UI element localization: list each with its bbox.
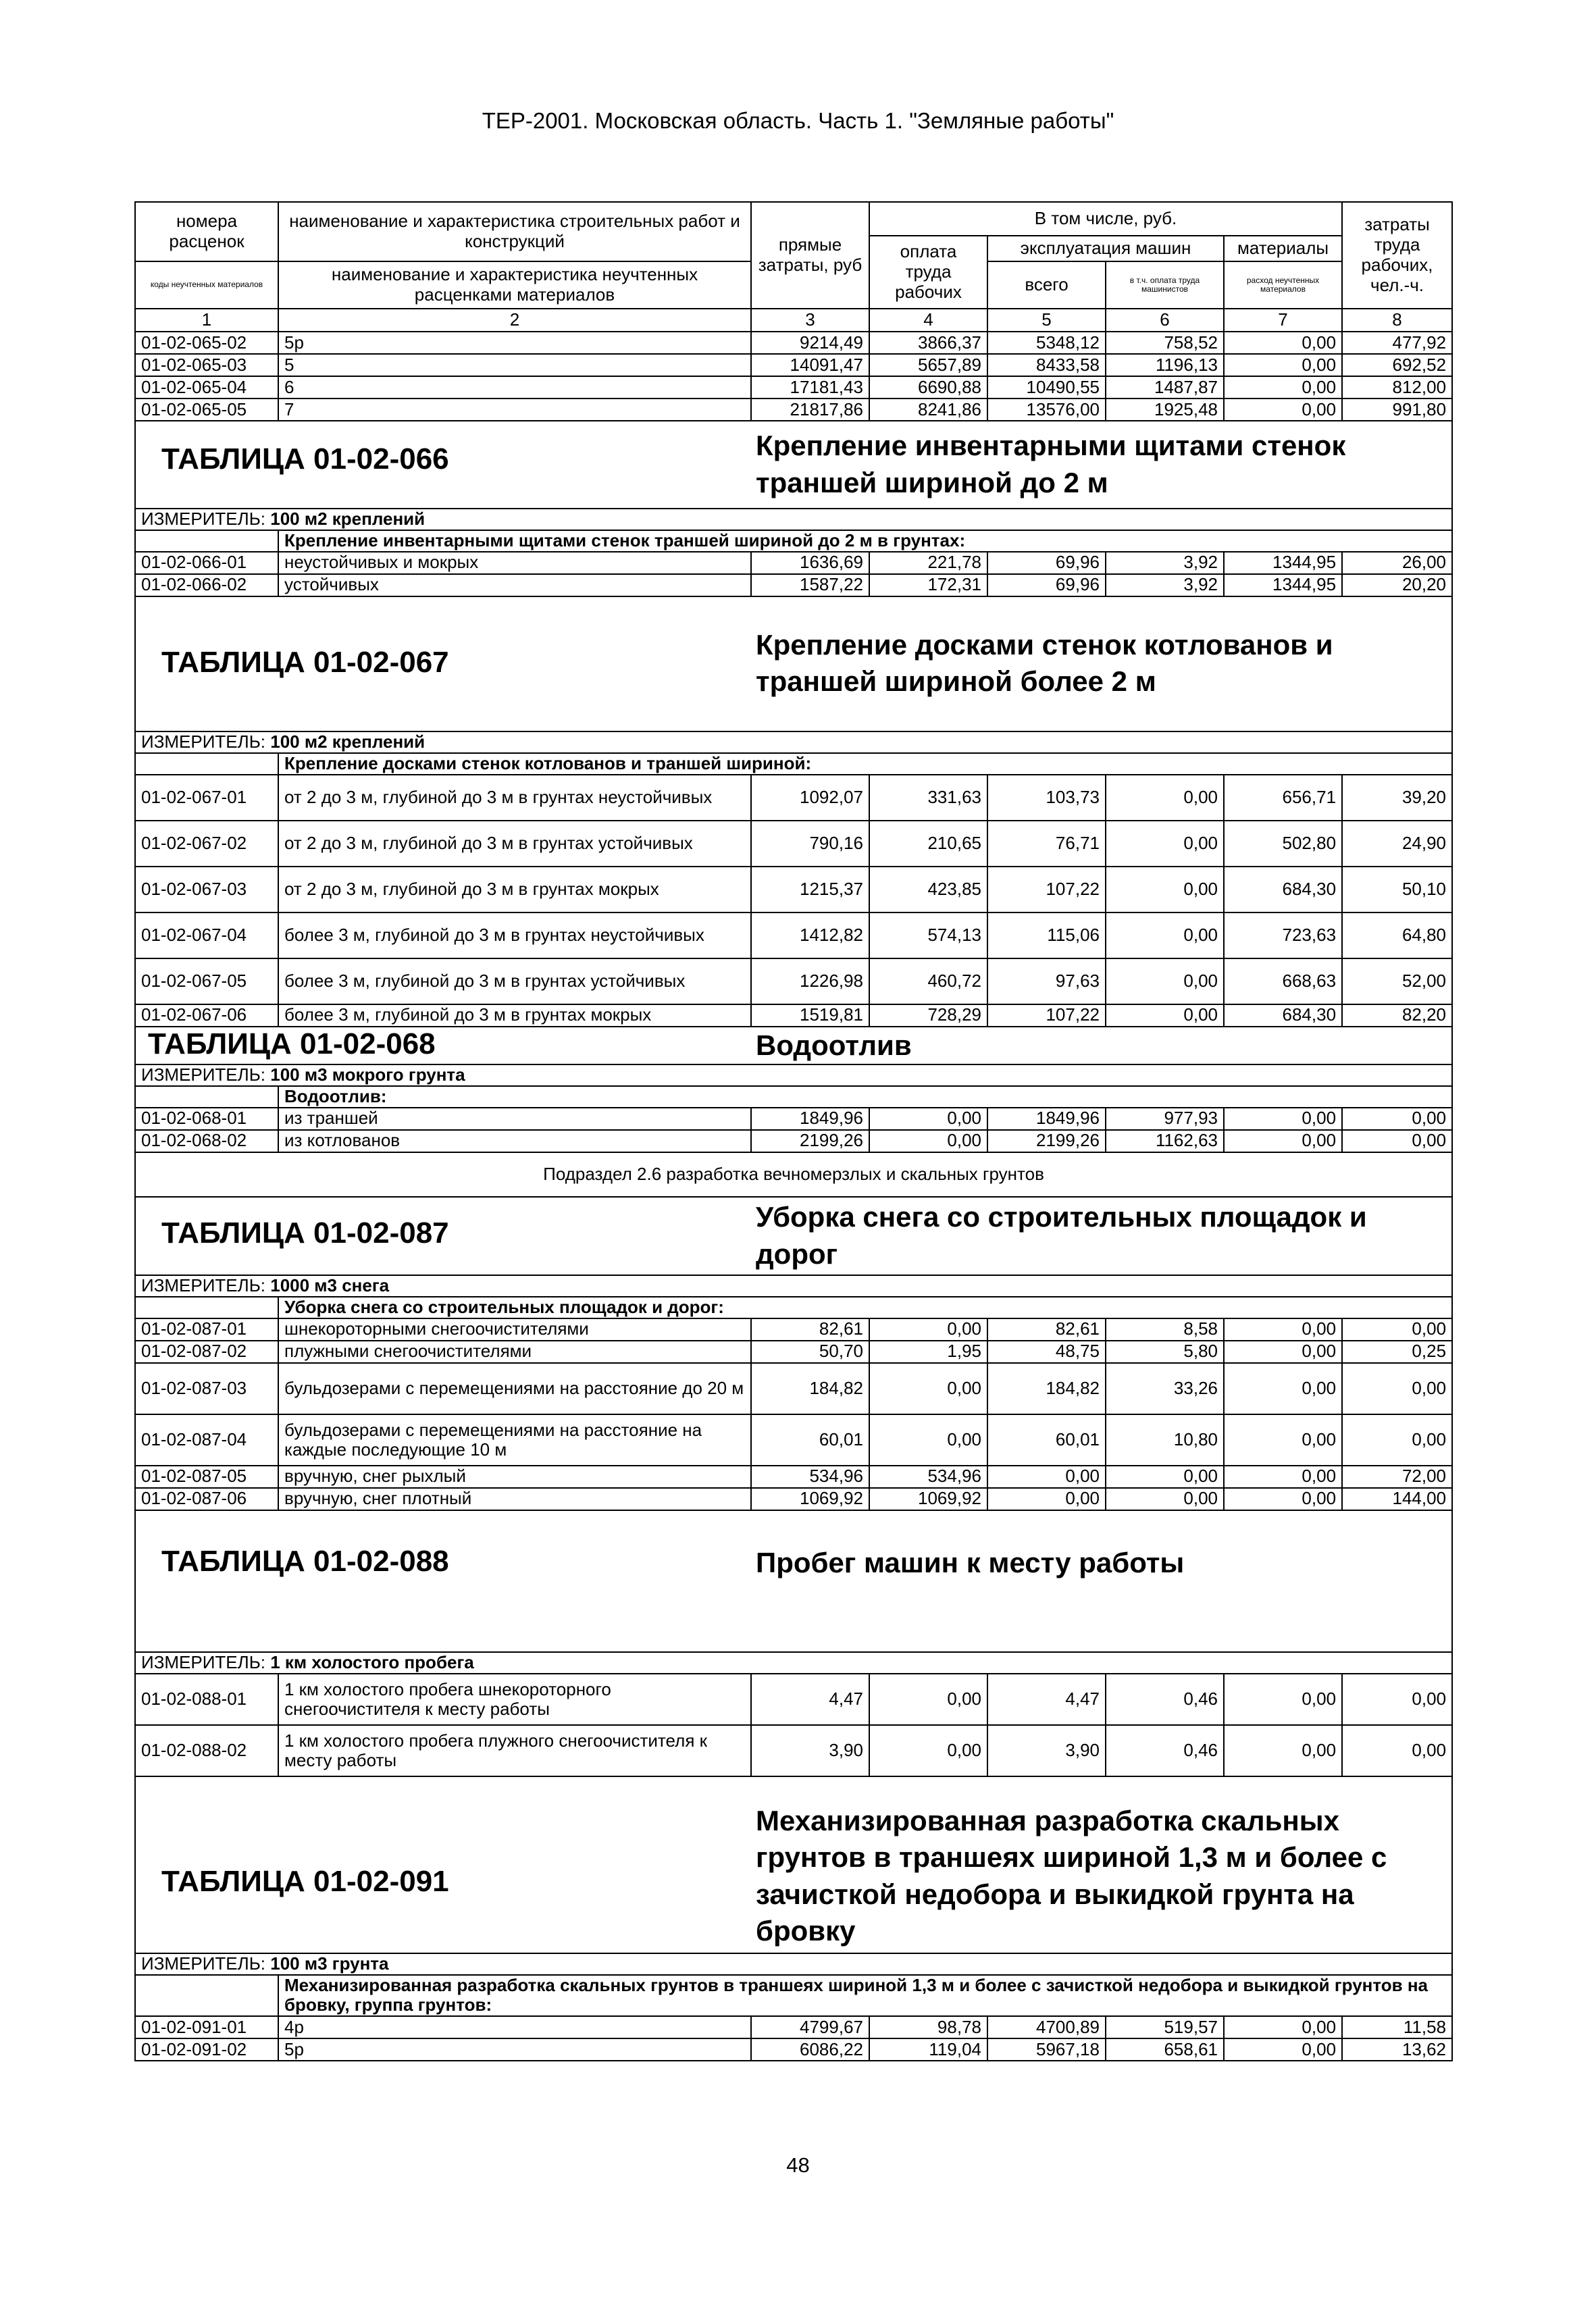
table-068-heading <box>135 1027 1452 1065</box>
table-row <box>135 775 1452 821</box>
rate-code: 01-02-067-05 <box>135 958 278 1004</box>
labor-hours: 0,00 <box>1342 1130 1452 1152</box>
labor-hours: 692,52 <box>1342 354 1452 376</box>
rate-code: 01-02-067-03 <box>135 867 278 912</box>
machines-cost: 184,82 <box>987 1363 1106 1414</box>
materials-cost: 668,63 <box>1224 958 1342 1004</box>
materials-cost: 0,00 <box>1224 1130 1342 1152</box>
machines-cost: 13576,00 <box>987 398 1106 421</box>
table-row <box>135 552 1452 574</box>
wage-cost: 119,04 <box>869 2038 987 2061</box>
table-row <box>135 1130 1452 1152</box>
machines-cost: 69,96 <box>987 574 1106 596</box>
table-row <box>135 1414 1452 1466</box>
rate-code: 01-02-066-01 <box>135 552 278 574</box>
rate-code: 01-02-087-06 <box>135 1488 278 1510</box>
table-row <box>135 1004 1452 1027</box>
direct-cost: 9214,49 <box>751 332 869 354</box>
machines-cost: 3,90 <box>987 1725 1106 1776</box>
machines-cost: 4,47 <box>987 1674 1106 1725</box>
machinist-wage: 0,00 <box>1106 912 1224 958</box>
wage-cost: 534,96 <box>869 1466 987 1488</box>
direct-cost: 534,96 <box>751 1466 869 1488</box>
table-087-heading <box>135 1197 1452 1275</box>
direct-cost: 1226,98 <box>751 958 869 1004</box>
rate-code: 01-02-065-03 <box>135 354 278 376</box>
rate-code: 01-02-087-01 <box>135 1318 278 1341</box>
machines-cost: 5348,12 <box>987 332 1106 354</box>
labor-hours: 812,00 <box>1342 376 1452 398</box>
table-088-measure: ИЗМЕРИТЕЛЬ: 1 км холостого пробега <box>135 1652 1452 1674</box>
rate-name: более 3 м, глубиной до 3 м в грунтах устойчивых <box>278 958 751 1004</box>
wage-cost: 0,00 <box>869 1108 987 1130</box>
header-machines: эксплуатация машин <box>987 236 1224 261</box>
wage-cost: 0,00 <box>869 1674 987 1725</box>
table-068-group: Водоотлив: <box>278 1086 1452 1108</box>
materials-cost: 0,00 <box>1224 376 1342 398</box>
page-header: ТЕР-2001. Московская область. Часть 1. "Земляные работы" <box>482 108 1114 133</box>
materials-cost: 1344,95 <box>1224 552 1342 574</box>
table-row <box>135 1466 1452 1488</box>
machinist-wage: 0,00 <box>1106 867 1224 912</box>
rate-code: 01-02-091-02 <box>135 2038 278 2061</box>
table-row <box>135 821 1452 867</box>
machinist-wage: 0,00 <box>1106 821 1224 867</box>
table-088-title: Пробег машин к месту работы <box>756 1546 1185 1578</box>
wage-cost: 0,00 <box>869 1318 987 1341</box>
labor-hours: 24,90 <box>1342 821 1452 867</box>
labor-hours: 82,20 <box>1342 1004 1452 1027</box>
materials-cost: 0,00 <box>1224 1674 1342 1725</box>
machines-cost: 60,01 <box>987 1414 1106 1466</box>
machinist-wage: 0,00 <box>1106 775 1224 821</box>
rate-code: 01-02-087-04 <box>135 1414 278 1466</box>
table-067-measure: ИЗМЕРИТЕЛЬ: 100 м2 креплений <box>135 731 1452 753</box>
rate-name: бульдозерами с перемещениями на расстояние до 20 м <box>278 1363 751 1414</box>
rate-name: 5р <box>278 2038 751 2061</box>
direct-cost: 14091,47 <box>751 354 869 376</box>
direct-cost: 3,90 <box>751 1725 869 1776</box>
machinist-wage: 0,00 <box>1106 1004 1224 1027</box>
materials-cost: 684,30 <box>1224 1004 1342 1027</box>
table-row <box>135 912 1452 958</box>
materials-cost: 0,00 <box>1224 1318 1342 1341</box>
labor-hours: 50,10 <box>1342 867 1452 912</box>
labor-hours: 52,00 <box>1342 958 1452 1004</box>
labor-hours: 0,00 <box>1342 1674 1452 1725</box>
table-068-title: Водоотлив <box>756 1029 912 1061</box>
machines-cost: 0,00 <box>987 1466 1106 1488</box>
materials-cost: 0,00 <box>1224 1488 1342 1510</box>
column-number: 4 <box>869 309 987 332</box>
header-materials-use: расход неучтенных материалов <box>1224 261 1342 309</box>
wage-cost: 172,31 <box>869 574 987 596</box>
header-code-top: номера расценок <box>135 202 278 261</box>
machinist-wage: 10,80 <box>1106 1414 1224 1466</box>
machinist-wage: 0,46 <box>1106 1725 1224 1776</box>
wage-cost: 574,13 <box>869 912 987 958</box>
direct-cost: 17181,43 <box>751 376 869 398</box>
labor-hours: 26,00 <box>1342 552 1452 574</box>
column-number: 3 <box>751 309 869 332</box>
wage-cost: 1,95 <box>869 1341 987 1363</box>
rate-code: 01-02-088-02 <box>135 1725 278 1776</box>
table-row <box>135 867 1452 912</box>
rate-code: 01-02-087-02 <box>135 1341 278 1363</box>
rate-code: 01-02-066-02 <box>135 574 278 596</box>
machinist-wage: 519,57 <box>1106 2016 1224 2038</box>
rate-code: 01-02-067-04 <box>135 912 278 958</box>
table-091-group: Механизированная разработка скальных грунтов в траншеях шириной 1,3 м и более с зачисткой недобора и выкидкой грунтов на бровку, группа грунтов: <box>278 1975 1452 2017</box>
table-088-label: ТАБЛИЦА 01-02-088 <box>161 1544 449 1578</box>
labor-hours: 0,00 <box>1342 1414 1452 1466</box>
direct-cost: 1069,92 <box>751 1488 869 1510</box>
labor-hours: 0,00 <box>1342 1363 1452 1414</box>
table-row <box>135 1108 1452 1130</box>
rate-name: неустойчивых и мокрых <box>278 552 751 574</box>
labor-hours: 0,00 <box>1342 1108 1452 1130</box>
column-number: 6 <box>1106 309 1224 332</box>
machines-cost: 48,75 <box>987 1341 1106 1363</box>
table-row <box>135 1725 1452 1776</box>
table-088-heading <box>135 1510 1452 1652</box>
wage-cost: 8241,86 <box>869 398 987 421</box>
machinist-wage: 0,00 <box>1106 1466 1224 1488</box>
wage-cost: 221,78 <box>869 552 987 574</box>
direct-cost: 50,70 <box>751 1341 869 1363</box>
rate-code: 01-02-087-05 <box>135 1466 278 1488</box>
table-087-label: ТАБЛИЦА 01-02-087 <box>161 1216 449 1250</box>
materials-cost: 1344,95 <box>1224 574 1342 596</box>
machinist-wage: 1162,63 <box>1106 1130 1224 1152</box>
table-067-label: ТАБЛИЦА 01-02-067 <box>161 645 449 679</box>
machinist-wage: 0,46 <box>1106 1674 1224 1725</box>
direct-cost: 1587,22 <box>751 574 869 596</box>
machines-cost: 103,73 <box>987 775 1106 821</box>
direct-cost: 1092,07 <box>751 775 869 821</box>
materials-cost: 0,00 <box>1224 1725 1342 1776</box>
table-066-group: Крепление инвентарными щитами стенок траншей шириной до 2 м в грунтах: <box>278 530 1452 552</box>
materials-cost: 0,00 <box>1224 1363 1342 1414</box>
table-087-group: Уборка снега со строительных площадок и дорог: <box>278 1297 1452 1318</box>
table-091-measure: ИЗМЕРИТЕЛЬ: 100 м3 грунта <box>135 1953 1452 1975</box>
labor-hours: 72,00 <box>1342 1466 1452 1488</box>
machinist-wage: 8,58 <box>1106 1318 1224 1341</box>
header-wage: оплата труда рабочих <box>869 236 987 309</box>
wage-cost: 0,00 <box>869 1414 987 1466</box>
table-row <box>135 1488 1452 1510</box>
table-row <box>135 1674 1452 1725</box>
labor-hours: 991,80 <box>1342 398 1452 421</box>
column-number: 7 <box>1224 309 1342 332</box>
column-number: 5 <box>987 309 1106 332</box>
machines-cost: 2199,26 <box>987 1130 1106 1152</box>
rates-table <box>134 201 1453 2061</box>
direct-cost: 60,01 <box>751 1414 869 1466</box>
machinist-wage: 1196,13 <box>1106 354 1224 376</box>
column-number: 8 <box>1342 309 1452 332</box>
machines-cost: 69,96 <box>987 552 1106 574</box>
rate-code: 01-02-067-02 <box>135 821 278 867</box>
rate-name: от 2 до 3 м, глубиной до 3 м в грунтах неустойчивых <box>278 775 751 821</box>
table-068-label: ТАБЛИЦА 01-02-068 <box>148 1027 436 1060</box>
direct-cost: 1849,96 <box>751 1108 869 1130</box>
table-091-label: ТАБЛИЦА 01-02-091 <box>161 1864 449 1898</box>
labor-hours: 0,00 <box>1342 1318 1452 1341</box>
wage-cost: 728,29 <box>869 1004 987 1027</box>
direct-cost: 4,47 <box>751 1674 869 1725</box>
table-087-title: Уборка снега со строительных площадок и дорог <box>756 1201 1367 1270</box>
header-direct: прямые затраты, руб <box>751 202 869 309</box>
rate-name: из траншей <box>278 1108 751 1130</box>
rate-name: 1 км холостого пробега плужного снегоочистителя к месту работы <box>278 1725 751 1776</box>
column-number: 1 <box>135 309 278 332</box>
rate-name: вручную, снег рыхлый <box>278 1466 751 1488</box>
materials-cost: 684,30 <box>1224 867 1342 912</box>
table-091-title: Механизированная разработка скальных грунтов в траншеях шириной 1,3 м и более с зачисткой недобора и выкидкой грунта на бровку <box>756 1804 1387 1947</box>
machines-cost: 76,71 <box>987 821 1106 867</box>
materials-cost: 0,00 <box>1224 1466 1342 1488</box>
labor-hours: 0,00 <box>1342 1725 1452 1776</box>
machines-cost: 97,63 <box>987 958 1106 1004</box>
materials-cost: 0,00 <box>1224 332 1342 354</box>
machines-cost: 107,22 <box>987 1004 1106 1027</box>
rate-name: бульдозерами с перемещениями на расстояние на каждые последующие 10 м <box>278 1414 751 1466</box>
table-066-heading <box>135 421 1452 509</box>
direct-cost: 2199,26 <box>751 1130 869 1152</box>
materials-cost: 656,71 <box>1224 775 1342 821</box>
header-materials: материалы <box>1224 236 1342 261</box>
table-row <box>135 1341 1452 1363</box>
rate-name: устойчивых <box>278 574 751 596</box>
direct-cost: 4799,67 <box>751 2016 869 2038</box>
table-row <box>135 958 1452 1004</box>
wage-cost: 1069,92 <box>869 1488 987 1510</box>
table-row <box>135 2016 1452 2038</box>
rate-code: 01-02-065-02 <box>135 332 278 354</box>
direct-cost: 1412,82 <box>751 912 869 958</box>
wage-cost: 210,65 <box>869 821 987 867</box>
subsection-title: Подраздел 2.6 разработка вечномерзлых и скальных грунтов <box>135 1152 1452 1197</box>
rate-code: 01-02-068-02 <box>135 1130 278 1152</box>
machinist-wage: 758,52 <box>1106 332 1224 354</box>
column-numbers-row <box>135 309 1452 332</box>
table-row <box>135 1363 1452 1414</box>
header-machines-total: всего <box>987 261 1106 309</box>
rate-name: из котлованов <box>278 1130 751 1152</box>
table-067-heading <box>135 596 1452 731</box>
labor-hours: 64,80 <box>1342 912 1452 958</box>
labor-hours: 13,62 <box>1342 2038 1452 2061</box>
machinist-wage: 33,26 <box>1106 1363 1224 1414</box>
wage-cost: 6690,88 <box>869 376 987 398</box>
machines-cost: 5967,18 <box>987 2038 1106 2061</box>
wage-cost: 3866,37 <box>869 332 987 354</box>
header-code-bottom: коды неучтенных материалов <box>135 261 278 309</box>
table-row <box>135 574 1452 596</box>
machines-cost: 82,61 <box>987 1318 1106 1341</box>
machinist-wage: 3,92 <box>1106 574 1224 596</box>
rate-code: 01-02-065-05 <box>135 398 278 421</box>
materials-cost: 0,00 <box>1224 2016 1342 2038</box>
labor-hours: 11,58 <box>1342 2016 1452 2038</box>
machinist-wage: 0,00 <box>1106 958 1224 1004</box>
materials-cost: 0,00 <box>1224 398 1342 421</box>
materials-cost: 0,00 <box>1224 354 1342 376</box>
rates-table-area <box>134 201 1451 2061</box>
wage-cost: 0,00 <box>869 1725 987 1776</box>
rate-code: 01-02-065-04 <box>135 376 278 398</box>
table-066-measure: ИЗМЕРИТЕЛЬ: 100 м2 креплений <box>135 509 1452 530</box>
materials-cost: 0,00 <box>1224 1108 1342 1130</box>
rate-name: 5р <box>278 332 751 354</box>
rate-name: 5 <box>278 354 751 376</box>
rate-name: более 3 м, глубиной до 3 м в грунтах неустойчивых <box>278 912 751 958</box>
table-row <box>135 354 1452 376</box>
rate-code: 01-02-091-01 <box>135 2016 278 2038</box>
machinist-wage: 0,00 <box>1106 1488 1224 1510</box>
rate-name: от 2 до 3 м, глубиной до 3 м в грунтах устойчивых <box>278 821 751 867</box>
header-labor: затраты труда рабочих, чел.-ч. <box>1342 202 1452 309</box>
wage-cost: 460,72 <box>869 958 987 1004</box>
table-row <box>135 376 1452 398</box>
wage-cost: 5657,89 <box>869 354 987 376</box>
page-number: 48 <box>786 2153 810 2177</box>
machinist-wage: 5,80 <box>1106 1341 1224 1363</box>
materials-cost: 0,00 <box>1224 1341 1342 1363</box>
rate-code: 01-02-067-01 <box>135 775 278 821</box>
wage-cost: 98,78 <box>869 2016 987 2038</box>
wage-cost: 0,00 <box>869 1363 987 1414</box>
machinist-wage: 1925,48 <box>1106 398 1224 421</box>
materials-cost: 0,00 <box>1224 2038 1342 2061</box>
wage-cost: 0,00 <box>869 1130 987 1152</box>
materials-cost: 723,63 <box>1224 912 1342 958</box>
direct-cost: 1215,37 <box>751 867 869 912</box>
rate-name: 6 <box>278 376 751 398</box>
table-row <box>135 332 1452 354</box>
header-name-top: наименование и характеристика строительных работ и конструкций <box>278 202 751 261</box>
machinist-wage: 977,93 <box>1106 1108 1224 1130</box>
direct-cost: 1636,69 <box>751 552 869 574</box>
direct-cost: 82,61 <box>751 1318 869 1341</box>
rate-name: вручную, снег плотный <box>278 1488 751 1510</box>
machinist-wage: 658,61 <box>1106 2038 1224 2061</box>
table-row <box>135 2038 1452 2061</box>
machinist-wage: 1487,87 <box>1106 376 1224 398</box>
header-incl: В том числе, руб. <box>869 202 1342 236</box>
table-067-title: Крепление досками стенок котлованов и траншей шириной более 2 м <box>756 628 1333 698</box>
column-number: 2 <box>278 309 751 332</box>
machines-cost: 1849,96 <box>987 1108 1106 1130</box>
labor-hours: 0,25 <box>1342 1341 1452 1363</box>
direct-cost: 21817,86 <box>751 398 869 421</box>
machines-cost: 107,22 <box>987 867 1106 912</box>
labor-hours: 144,00 <box>1342 1488 1452 1510</box>
table-087-measure: ИЗМЕРИТЕЛЬ: 1000 м3 снега <box>135 1275 1452 1297</box>
table-067-group: Крепление досками стенок котлованов и траншей шириной: <box>278 753 1452 775</box>
rate-name: от 2 до 3 м, глубиной до 3 м в грунтах мокрых <box>278 867 751 912</box>
rate-code: 01-02-068-01 <box>135 1108 278 1130</box>
table-068-measure: ИЗМЕРИТЕЛЬ: 100 м3 мокрого грунта <box>135 1064 1452 1086</box>
table-066-title: Крепление инвентарными щитами стенок траншей шириной до 2 м <box>756 430 1346 498</box>
rate-code: 01-02-087-03 <box>135 1363 278 1414</box>
wage-cost: 331,63 <box>869 775 987 821</box>
machines-cost: 115,06 <box>987 912 1106 958</box>
direct-cost: 790,16 <box>751 821 869 867</box>
rate-name: 7 <box>278 398 751 421</box>
rate-name: шнекороторными снегоочистителями <box>278 1318 751 1341</box>
machines-cost: 8433,58 <box>987 354 1106 376</box>
machines-cost: 4700,89 <box>987 2016 1106 2038</box>
table-066-label: ТАБЛИЦА 01-02-066 <box>161 442 449 476</box>
labor-hours: 39,20 <box>1342 775 1452 821</box>
materials-cost: 502,80 <box>1224 821 1342 867</box>
rate-name: более 3 м, глубиной до 3 м в грунтах мокрых <box>278 1004 751 1027</box>
rate-code: 01-02-088-01 <box>135 1674 278 1725</box>
table-row <box>135 1318 1452 1341</box>
table-091-heading <box>135 1776 1452 1953</box>
wage-cost: 423,85 <box>869 867 987 912</box>
labor-hours: 477,92 <box>1342 332 1452 354</box>
direct-cost: 6086,22 <box>751 2038 869 2061</box>
machinist-wage: 3,92 <box>1106 552 1224 574</box>
direct-cost: 184,82 <box>751 1363 869 1414</box>
machines-cost: 0,00 <box>987 1488 1106 1510</box>
rate-name: 4р <box>278 2016 751 2038</box>
direct-cost: 1519,81 <box>751 1004 869 1027</box>
labor-hours: 20,20 <box>1342 574 1452 596</box>
rate-code: 01-02-067-06 <box>135 1004 278 1027</box>
header-machines-wage: в т.ч. оплата труда машинистов <box>1106 261 1224 309</box>
materials-cost: 0,00 <box>1224 1414 1342 1466</box>
header-name-bottom: наименование и характеристика неучтенных расценками материалов <box>278 261 751 309</box>
rate-name: плужными снегоочистителями <box>278 1341 751 1363</box>
table-row <box>135 398 1452 421</box>
machines-cost: 10490,55 <box>987 376 1106 398</box>
rate-name: 1 км холостого пробега шнекороторного снегоочистителя к месту работы <box>278 1674 751 1725</box>
